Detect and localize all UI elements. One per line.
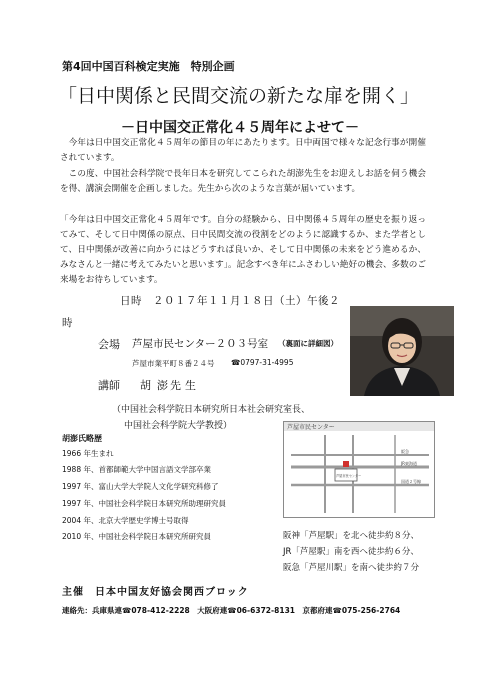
bio-item: 2010 年、中国社会科学院日本研究所研究員	[62, 532, 211, 541]
bio-heading: 胡澎氏略歴	[62, 434, 102, 443]
lecturer-affiliation-2: 中国社会科学院大学教授）	[124, 421, 233, 431]
bio-item: 1988 年、首都師範大学中国言語文学部卒業	[62, 465, 211, 474]
sub-title: －日中国交正常化４５周年によせて－	[121, 120, 359, 136]
lecturer-photo	[350, 306, 454, 396]
bio-item: 1997 年、富山大学大学院人文化学研究科修了	[62, 482, 219, 491]
map-hankyu-label: 阪急	[401, 449, 409, 454]
event-datetime: 日時 ２０１７年１１月１８日（土）午後２	[120, 295, 340, 307]
portrait-image	[350, 306, 454, 396]
venue-address: 芦屋市業平町８番２４号	[132, 359, 215, 368]
venue-marker-icon	[343, 461, 349, 467]
lecturer-label: 講師	[98, 379, 120, 392]
venue-note: （裏面に詳細図）	[278, 339, 338, 348]
intro-paragraph-1: 今年は日中国交正常化４５周年の節目の年にあたります。日中両国で様々な記念行事が開催されています。	[60, 138, 426, 163]
event-label: 第4回中国百科検定実施 特別企画	[62, 60, 235, 73]
lecturer-affiliation-1: （中国社会科学院日本研究所日本社会研究室長、	[112, 405, 311, 415]
access-line: 阪急「芦屋川駅」を南へ徒歩約７分	[283, 563, 420, 573]
lecturer-name: 胡澎	[140, 379, 174, 392]
bio-item: 2004 年、北京大学歴史学博士号取得	[62, 516, 189, 525]
event-datetime-tail: 時	[62, 317, 73, 329]
map-jr-label: JR東海道	[401, 461, 417, 466]
intro-paragraph-3: 「今年は日中国交正常化４５周年です。自分の経験から、日中関係４５周年の歴史を振り返ってみて、そして日中関係の原点、日中民間交流の役割をどのように認識するか、また学者として、日中関係が改善に向かうにはどうすれば良いか、そして日中関係の未来をどう進めるか、みなさんと一緒に考えてみたいと思います」。記念すべき年にふさわしい絶好の機会、多数のご来場をお待ちしています。	[60, 215, 426, 285]
bio-item: 1966 年生まれ	[62, 449, 114, 458]
access-line: JR「芦屋駅」南を西へ徒歩約６分、	[283, 547, 419, 557]
lecturer-honorific: 先生	[170, 379, 200, 392]
intro-paragraph-2: この度、中国社会科学院で長年日本を研究してこられた胡澎先生をお迎えしお話を伺う機会を得、講演会開催を企画しました。先生から次のような言葉が届いています。	[60, 169, 426, 194]
access-line: 阪神「芦屋駅」を北へ徒歩約８分、	[283, 531, 420, 541]
map-image	[283, 421, 435, 518]
venue-map	[283, 421, 435, 518]
map-center-label: 芦屋市民センター	[336, 474, 362, 478]
bio-item: 1997 年、中国社会科学院日本研究所助理研究員	[62, 499, 226, 508]
map-road-label: 国道２号線	[401, 479, 421, 484]
organizer: 主催 日本中国友好協会関西ブロック	[62, 587, 249, 598]
venue-phone: ☎0797-31-4995	[231, 358, 294, 367]
venue-label: 会場	[98, 338, 120, 351]
main-title: 「日中関係と民間交流の新たな扉を開く」	[58, 85, 420, 107]
map-title: 芦屋市民センター	[287, 424, 335, 431]
contact-info: 連絡先：兵庫県連☎078-412-2228 大阪府連☎06-6372-8131 京都府連☎075-256-2764	[62, 606, 401, 615]
venue-name: 芦屋市民センター２０３号室	[132, 338, 269, 350]
